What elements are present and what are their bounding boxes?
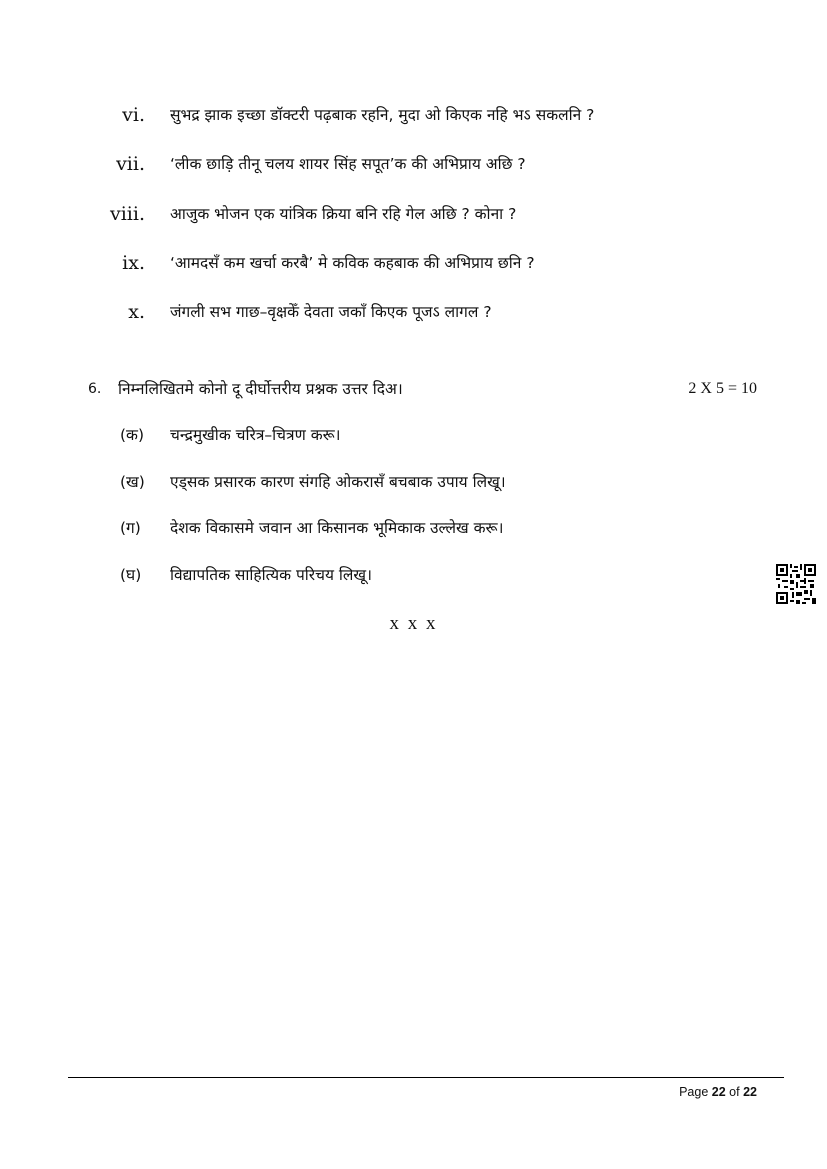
question-6-number: 6. (88, 381, 102, 397)
question-text: ‘लीक छाड़ि तीनू चलय शायर सिंह सपूत’क की अभिप्राय अछि ? (170, 155, 526, 173)
current-page: 22 (711, 1085, 726, 1099)
question-viii (0, 199, 827, 229)
question-6 (0, 374, 827, 404)
page-word: Page (679, 1085, 709, 1099)
question-number: vi. (122, 104, 145, 126)
page-number (679, 1082, 757, 1102)
option-label: (ग) (120, 519, 141, 537)
question-number: x. (128, 301, 145, 323)
option-text: चन्द्रमुखीक चरित्र–चित्रण करू। (170, 426, 341, 444)
question-number: viii. (109, 203, 145, 225)
question-6-text: निम्नलिखितमे कोनो दू दीर्घोत्तरीय प्रश्नक उत्तर दिअ। (118, 380, 403, 398)
qr-code-icon (776, 564, 816, 604)
footer-divider (68, 1077, 784, 1078)
question-vi (0, 100, 827, 130)
question-text: आजुक भोजन एक यांत्रिक क्रिया बनि रहि गेल अछि ? कोना ? (170, 205, 517, 223)
option-label: (घ) (120, 566, 142, 584)
option-text: देशक विकासमे जवान आ किसानक भूमिकाक उल्लेख करू। (170, 519, 504, 537)
end-of-paper-mark: x x x (389, 613, 438, 634)
option-ga (0, 513, 827, 543)
question-x (0, 297, 827, 327)
total-pages: 22 (743, 1085, 757, 1099)
option-text: विद्यापतिक साहित्यिक परिचय लिखू। (170, 566, 372, 584)
question-6-marks: 2 X 5 = 10 (688, 380, 757, 397)
option-label: (क) (120, 426, 144, 444)
question-vii (0, 149, 827, 179)
question-number: vii. (116, 153, 145, 175)
question-text: ‘आमदसँ कम खर्चा करबै’ मे कविक कहबाक की अभिप्राय छनि ? (170, 254, 535, 272)
option-text: एड्सक प्रसारक कारण संगहि ओकरासँ बचबाक उपाय लिखू। (170, 473, 506, 491)
option-gha (0, 560, 827, 590)
question-number: ix. (122, 252, 145, 274)
option-label: (ख) (120, 473, 145, 491)
option-ka (0, 420, 827, 450)
question-text: जंगली सभ गाछ–वृक्षकेँ देवता जकाँ किएक पूजऽ लागल ? (170, 303, 492, 321)
option-kha (0, 467, 827, 497)
question-ix (0, 248, 827, 278)
of-word: of (729, 1085, 740, 1099)
question-text: सुभद्र झाक इच्छा डॉक्टरी पढ़बाक रहनि, मुदा ओ किएक नहि भऽ सकलनि ? (170, 106, 595, 124)
